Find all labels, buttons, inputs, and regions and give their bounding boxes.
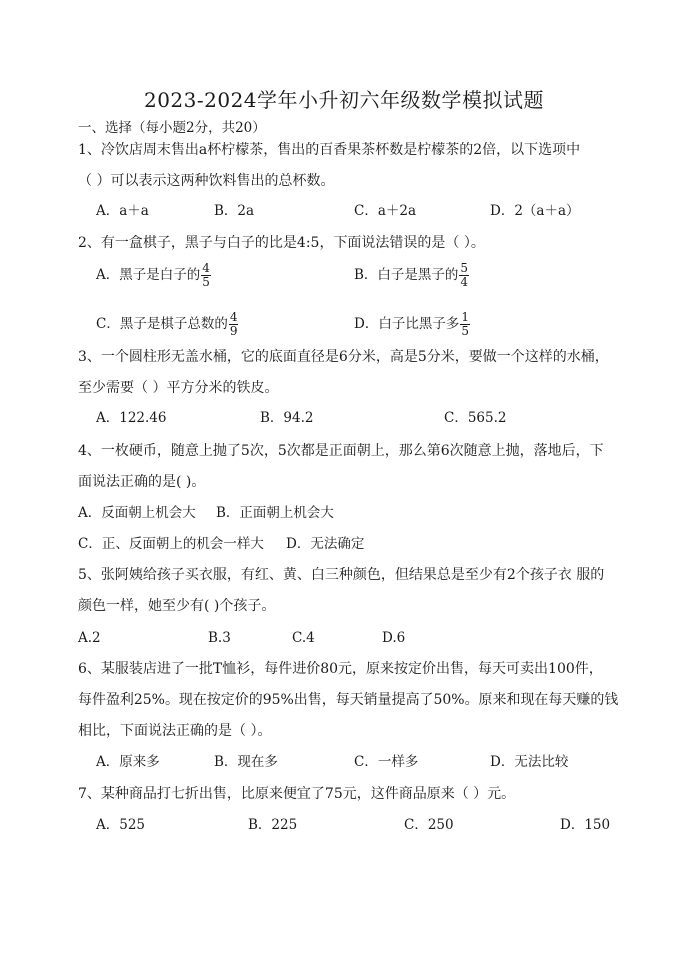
page-title: 2023-2024学年小升初六年级数学模拟试题 <box>143 88 545 112</box>
question-6-line-1: 6、某服装店进了一批T恤衫，每件进价80元，原来按定价出售，每天可卖出100件， <box>78 661 603 677</box>
fraction: $\frac{1}{5}$ <box>461 310 469 338</box>
fraction: $\frac{4}{5}$ <box>202 261 210 289</box>
question-5-option-d: D.6 <box>382 630 406 646</box>
question-7-line-1: 7、某种商品打七折出售，比原来便宜了75元，这件商品原来（ ）元。 <box>78 786 516 802</box>
question-5-line-1: 5、张阿姨给孩子买衣服，有红、黄、白三种颜色，但结果总是至少有2个孩子衣 服的 <box>78 567 605 583</box>
question-2-option-c <box>96 311 238 338</box>
question-3-option-b: B．94.2 <box>260 410 314 426</box>
question-4-option-c: C．正、反面朝上的机会一样大 <box>78 536 264 552</box>
question-3-option-a: A．122.46 <box>96 410 167 426</box>
question-7-option-d: D．150 <box>560 817 611 833</box>
section-heading: 一、选择（每小题2分，共20） <box>78 120 266 136</box>
question-7-option-b: B．225 <box>248 817 298 833</box>
question-5-option-c: C.4 <box>292 630 315 646</box>
question-2-line-1: 2、有一盒棋子，黑子与白子的比是4:5，下面说法错误的是（ ）。 <box>78 235 485 251</box>
question-1-option-a: A．a＋a <box>96 203 149 219</box>
question-2-option-a-text: A．黑子是白子的 <box>96 267 201 283</box>
question-1-option-b: B．2a <box>214 203 255 219</box>
question-1-line-1: 1、冷饮店周末售出a杯柠檬茶，售出的百香果茶杯数是柠檬茶的2倍，以下选项中 <box>78 142 581 158</box>
question-2-option-a <box>96 262 211 289</box>
question-6-option-c: C．一样多 <box>354 754 419 770</box>
question-6-option-a: A．原来多 <box>96 754 160 770</box>
question-4-line-2: 面说法正确的是( )。 <box>78 474 206 490</box>
question-1-line-2: （ ）可以表示这两种饮料售出的总杯数。 <box>78 173 335 189</box>
question-1-option-d: D．2（a＋a） <box>490 203 580 219</box>
question-3-option-c: C．565.2 <box>444 410 507 426</box>
question-5-option-b: B.3 <box>208 630 231 646</box>
question-4-option-b: B．正面朝上机会大 <box>216 505 334 521</box>
question-2-option-b <box>354 262 469 289</box>
question-2-option-c-text: C．黑子是棋子总数的 <box>96 316 228 332</box>
question-6-option-b: B．现在多 <box>214 754 278 770</box>
question-4-line-1: 4、一枚硬币，随意上抛了5次，5次都是正面朝上，那么第6次随意上抛，落地后，下 <box>78 443 604 459</box>
question-7-option-c: C．250 <box>404 817 454 833</box>
question-6-option-d: D．无法比较 <box>490 754 569 770</box>
question-6-line-2: 每件盈利25%。现在按定价的95%出售，每天销量提高了50%。原来和现在每天赚的钱 <box>78 692 619 708</box>
fraction: $\frac{4}{9}$ <box>229 310 238 338</box>
fraction: $\frac{5}{4}$ <box>460 261 469 289</box>
question-5-line-2: 颜色一样，她至少有( )个孩子。 <box>78 598 276 614</box>
question-2-option-d <box>354 311 470 338</box>
question-3-line-2: 至少需要（ ）平方分米的铁皮。 <box>78 380 279 396</box>
question-7-option-a: A．525 <box>96 817 146 833</box>
question-5-option-a: A.2 <box>78 630 101 646</box>
question-4-option-a: A．反面朝上机会大 <box>78 505 196 521</box>
question-2-option-b-text: B．白子是黑子的 <box>354 267 459 283</box>
question-3-line-1: 3、一个圆柱形无盖水桶，它的底面直径是6分米，高是5分米，要做一个这样的水桶， <box>78 349 609 365</box>
question-2-option-d-text: D．白子比黑子多 <box>354 316 460 332</box>
question-1-option-c: C．a＋2a <box>354 203 417 219</box>
question-4-option-d: D．无法确定 <box>286 536 365 552</box>
question-6-line-3: 相比，下面说法正确的是（ ）。 <box>78 723 272 739</box>
